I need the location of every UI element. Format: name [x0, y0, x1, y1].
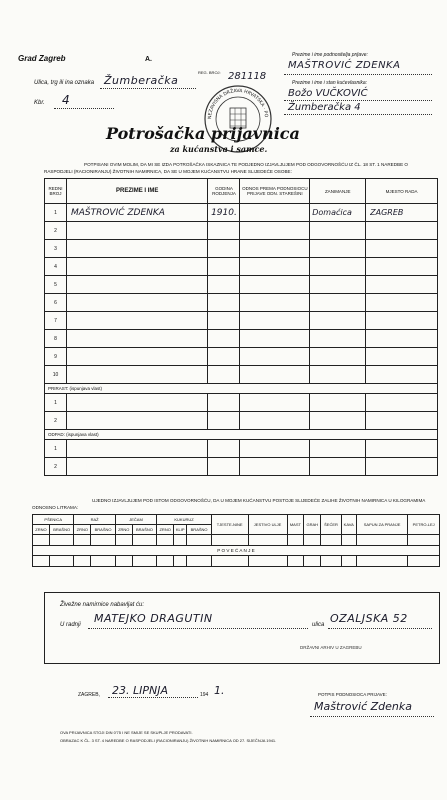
food-group-rye: RAŽ — [74, 515, 115, 525]
landlord-address: Žumberačka 4 — [288, 102, 361, 113]
table-row: 6 — [45, 294, 438, 312]
landlord-value: Božo VUČKOVIĆ — [288, 88, 368, 99]
food-petroleum: PETRO-LEJ — [408, 515, 440, 535]
col-header-year: GODINA RODJENJA — [208, 179, 240, 204]
footer-line-1: OVA PRIJAVNICA STOJI DIN 0'75 I NE SMIJE SE SKUPLJE PRODAVATI. — [60, 730, 193, 735]
form-title: Potrošačka prijavnica — [106, 124, 300, 143]
col-header-name: PREZIME I IME — [66, 179, 208, 204]
household-table — [44, 178, 438, 476]
food-lard: MAST — [287, 515, 304, 535]
street-label: Ulica, trg ili ina oznaka — [34, 80, 95, 86]
signature-year-prefix: 194 — [200, 692, 209, 698]
cell-year: 1910. — [208, 204, 240, 222]
col-header-relation: ODNOS PREMA PODNOSIOCU PRIJAVE ODN. STAREŠINI — [240, 179, 310, 204]
supply-label: Živežne namirnice nabavljat ću: — [60, 602, 145, 608]
stock-text: UJEDNO IZJAVLJUJEM POD ISTOM ODGOVORNOŠĆU, DA U MOJEM KUĆANSTVU POSTOJE SLIJEDEĆE ZALIHE ŽIVOTNIH NAMIRNICA U KILOGRAMIMA ODNOSNO LITRAMA: — [32, 498, 426, 510]
reg-number-value: 281118 — [228, 71, 267, 82]
table-row: 4 — [45, 258, 438, 276]
supply-street-value: OZALJSKA 52 — [330, 612, 408, 625]
col-header-workplace: MJESTO RADA — [366, 179, 438, 204]
signature-year-suffix: 1. — [214, 684, 225, 697]
table-row — [33, 535, 440, 546]
table-row: 7 — [45, 312, 438, 330]
table-row: 10 — [45, 366, 438, 384]
food-coffee: KAVA — [341, 515, 356, 535]
intro-text: POTPISANI OVIM MOLIM, DA MI SE IZDA POTROŠAČKA ISKAZNICA TE PODJEDNO IZJAVLJUJEM POD ODGOVORNOŠĆU IZ ČL. 18 ST. 1 NAREDBE O RASPODJELI (RACIONIRANJU) ŽIVOTNIH NAMIRNICA, DA SE U MOJEM KUĆANSTVU HRANE SLIJEDEĆE OSOBE: — [44, 162, 409, 174]
food-beans: GRAH — [304, 515, 321, 535]
food-group-wheat: PŠENICA — [33, 515, 74, 525]
shop-value: MATEJKO DRAGUTIN — [94, 612, 213, 625]
landlord-label: Prezime i ime i stan kućevlasnika: — [292, 80, 368, 86]
house-number-label: Kbr. — [34, 100, 45, 106]
signature-value: Maštrović Zdenka — [314, 700, 413, 713]
form-subtitle: za kućanstva i samce. — [170, 144, 268, 154]
footer-line-2: OBRAZAC K ČL. 3 ST. 4 NAREDBE O RASPODJELI (RACIONIRANJU) ŽIVOTNIH NAMIRNICA OD 27. SIJEČNJA 1941. — [60, 738, 277, 743]
col-header-occupation: ZANIMANJE — [310, 179, 366, 204]
food-pasta: TJESTE-NINE — [211, 515, 248, 535]
reg-number-label: REG. BROJ: — [198, 70, 221, 75]
table-row: 9 — [45, 348, 438, 366]
col-header-number: REDNI BROJ — [45, 179, 67, 204]
applicant-value: MAŠTROVIĆ ZDENKA — [288, 60, 401, 71]
form-letter: A. — [145, 56, 152, 63]
povecanje-label: P O V E Ć A N J E — [33, 546, 440, 556]
table-row: 5 — [45, 276, 438, 294]
table-row — [33, 556, 440, 567]
house-number-value: 4 — [62, 93, 70, 107]
food-sugar: ŠEĆER — [321, 515, 341, 535]
signature-label: POTPIS PODNOSIOCA PRIJAVE: — [318, 692, 387, 697]
table-row: 1 — [45, 394, 438, 412]
table-row: 8 — [45, 330, 438, 348]
odpad-label: ODPAD: (ispunjava vlast) — [45, 430, 438, 440]
shop-label: U radnji — [60, 622, 81, 628]
table-row: 2 — [45, 458, 438, 476]
supply-street-label: ulica — [312, 622, 325, 628]
signature-place: ZAGREB, — [78, 692, 100, 698]
street-value: Žumberačka — [104, 74, 179, 87]
table-row: 1 MAŠTROVIĆ ZDENKA 1910. Domaćica ZAGREB — [45, 204, 438, 222]
food-soap: SAPUN ZA PRANJE — [356, 515, 408, 535]
applicant-label: Prezime i ime podnositelja prijave: — [292, 52, 368, 58]
cell-workplace: ZAGREB — [366, 204, 438, 222]
prirast-label: PRIRAST: (ispunjava vlast) — [45, 384, 438, 394]
cell-relation — [240, 204, 310, 222]
table-row: 1 — [45, 440, 438, 458]
food-stock-table: PŠENICA RAŽ JEČAM KUKURUZ TJESTE-NINE JESTIVO ULJE MAST GRAH ŠEĆER KAVA SAPUN ZA PRANJE PETRO-LEJ ZRNO BRAŠNO ZRNO BRAŠNO ZRNO BRAŠNO ZRNO KLIP BRAŠNO P O V E Ć A N J E — [32, 514, 440, 567]
food-group-barley: JEČAM — [115, 515, 156, 525]
stamp-text: NEZAVISNA DRŽAVA HRVATSKA · PO — [207, 88, 268, 120]
archive-stamp: DRŽAVNI ARHIV U ZAGREBU — [300, 645, 362, 650]
city-label: Grad Zagreb — [18, 54, 66, 63]
food-oil: JESTIVO ULJE — [248, 515, 287, 535]
cell-occupation: Domaćica — [310, 204, 366, 222]
table-row: 2 — [45, 412, 438, 430]
signature-date: 23. LIPNJA — [112, 684, 168, 697]
cell-name: MAŠTROVIĆ ZDENKA — [66, 204, 208, 222]
table-row: 2 — [45, 222, 438, 240]
table-row: 3 — [45, 240, 438, 258]
food-group-corn: KUKURUZ — [157, 515, 212, 525]
